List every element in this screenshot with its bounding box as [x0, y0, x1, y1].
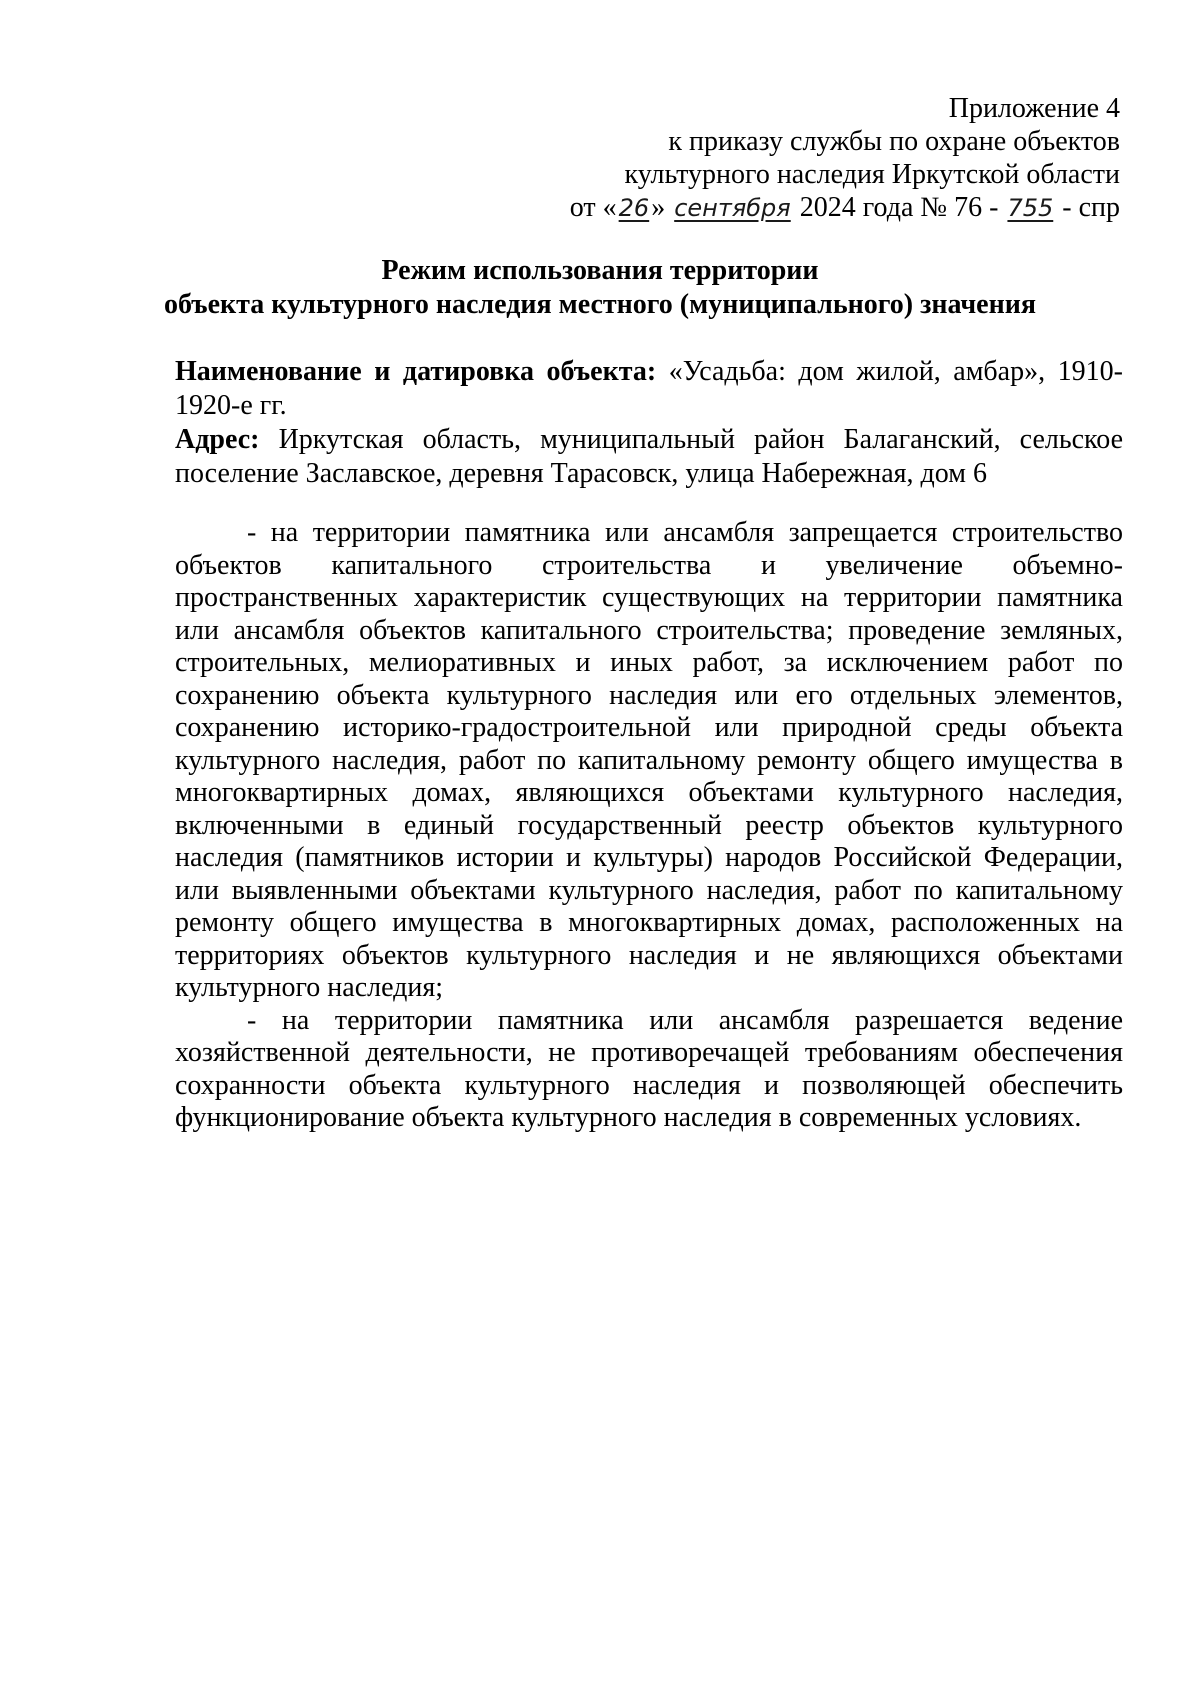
object-address-value: Иркутская область, муниципальный район Балаганский, сельское поселение Заславское, деревня Тарасовск, улица Набережная, дом 6	[175, 424, 1123, 489]
order-year-number: 2024 года № 76 -	[792, 192, 1006, 223]
title-line-2: объекта культурного наследия местного (муниципального) значения	[163, 289, 1037, 320]
object-address-label: Адрес:	[175, 424, 260, 455]
regime-text	[175, 517, 1123, 1135]
handwritten-order-number: 755	[1007, 194, 1054, 222]
handwritten-day: 26	[618, 194, 650, 222]
object-name	[175, 355, 1123, 423]
permissions-paragraph: - на территории памятника или ансамбля разрешается ведение хозяйственной деятельности, не противоречащей требованиям обеспечения сохранности объекта культурного наследия и позволяющей обеспечить функционирование объекта культурного наследия в современных условиях.	[175, 1004, 1123, 1133]
object-address	[175, 423, 1123, 491]
object-name-label: Наименование и датировка объекта:	[175, 356, 657, 387]
order-date-line	[480, 191, 1120, 225]
handwritten-month: сентября	[674, 194, 791, 222]
prohibitions-paragraph: - на территории памятника или ансамбля запрещается строительство объектов капитального строительства и увеличение объемно-пространственных характеристик существующих на территории памятника или ансамбля объектов капитального строительства; проведение земляных, строительных, мелиоративных и иных работ, за исключением работ по сохранению объекта культурного наследия или его отдельных элементов, сохранению историко-градостроительной или природной среды объекта культурного наследия, работ по капитальному ремонту общего имущества в многоквартирных домах, являющихся объектами культурного наследия, включенными в единый государственный реестр объектов культурного наследия (памятников истории и культуры) народов Российской Федерации, или выявленными объектами культурного наследия, работ по капитальному ремонту общего имущества в многоквартирных домах, расположенных на территориях объектов культурного наследия и не являющихся объектами культурного наследия;	[175, 517, 1123, 1003]
document-title	[80, 254, 1120, 322]
date-prefix: от «	[569, 192, 617, 223]
object-name-value: «Усадьба: дом жилой, амбар», 1910-1920-е гг.	[175, 356, 1123, 421]
object-info	[175, 355, 1123, 491]
date-mid: »	[651, 192, 673, 223]
order-reference-line: к приказу службы по охране объектов	[668, 126, 1120, 157]
title-line-1: Режим использования территории	[381, 255, 819, 286]
authority-line: культурного наследия Иркутской области	[624, 159, 1120, 190]
appendix-header	[480, 92, 1120, 225]
order-suffix: - спр	[1055, 192, 1120, 223]
appendix-number: Приложение 4	[948, 93, 1120, 124]
